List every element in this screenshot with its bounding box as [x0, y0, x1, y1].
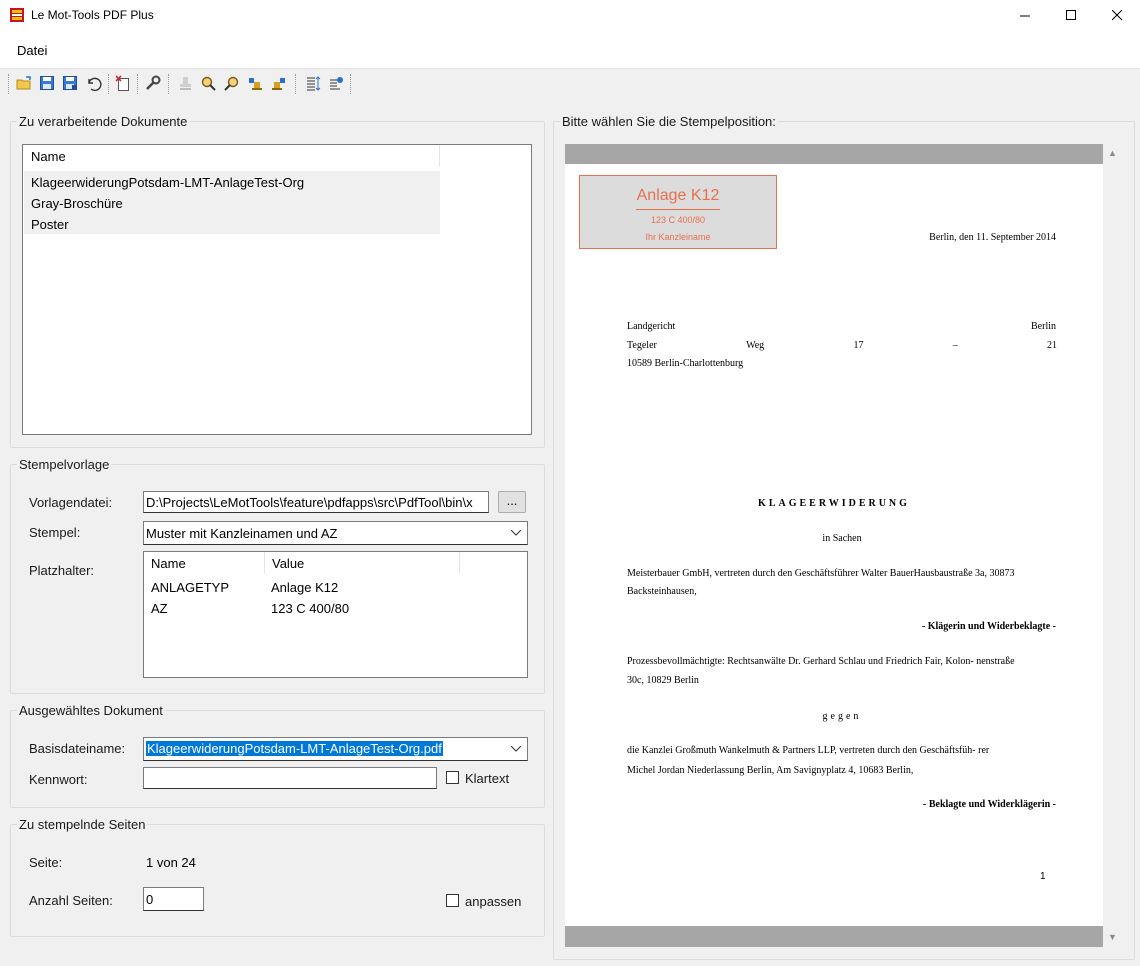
placeholder-column-value[interactable]: Value — [265, 552, 460, 574]
cleartext-label[interactable]: Klartext — [465, 771, 510, 786]
list-item[interactable]: Poster — [24, 213, 440, 234]
stamp-down-icon[interactable] — [270, 75, 287, 92]
doc-heading: KLAGEERWIDERUNG — [758, 498, 910, 509]
pages-legend: Zu stempelnde Seiten — [19, 817, 146, 832]
doc-city: 10589 Berlin-Charlottenburg — [627, 358, 744, 369]
doc-street-word: Weg — [746, 340, 765, 351]
selected-legend: Ausgewähltes Dokument — [19, 703, 163, 718]
stamp-divider — [636, 209, 720, 210]
page-value: 1 von 24 — [146, 855, 196, 870]
toolbar-separator — [108, 74, 110, 94]
documents-column-name[interactable]: Name — [24, 145, 440, 167]
close-icon — [1112, 10, 1123, 21]
chevron-down-icon — [511, 530, 521, 536]
doc-role1: - Klägerin und Widerbeklagte - — [921, 621, 1056, 632]
stamp-up-icon[interactable] — [247, 75, 264, 92]
stamp-select[interactable] — [143, 521, 528, 545]
save-icon[interactable] — [39, 75, 56, 92]
placeholder-table[interactable] — [143, 551, 528, 678]
stamp-label: Stempel: — [29, 525, 81, 540]
doc-para3-line2: Michel Jordan Niederlassung Berlin, Am Savignyplatz 4, 10683 Berlin, — [627, 765, 914, 776]
toolbar — [0, 69, 1140, 99]
page-count-field[interactable]: 0 — [143, 887, 204, 911]
doc-role2: - Beklagte und Widerklägerin - — [923, 799, 1056, 810]
app-logo-icon — [10, 8, 24, 22]
stamp-disabled-icon[interactable] — [177, 75, 194, 92]
table-cell-value[interactable]: Anlage K12 — [271, 580, 339, 595]
browse-button[interactable]: ... — [498, 491, 526, 513]
preview-scrollbar[interactable] — [1104, 146, 1121, 946]
page-lines-icon[interactable] — [305, 75, 322, 92]
toolbar-separator — [350, 74, 352, 94]
save-as-icon[interactable] — [62, 75, 79, 92]
preview-legend: Bitte wählen Sie die Stempelposition: — [562, 114, 776, 129]
doc-para1-line2: Backsteinhausen, — [627, 586, 697, 597]
table-cell-name[interactable]: AZ — [151, 601, 168, 616]
fit-checkbox[interactable] — [446, 894, 459, 907]
scroll-up-icon[interactable]: ▲ — [1108, 148, 1117, 158]
maximize-button[interactable] — [1048, 0, 1094, 31]
doc-street-word: 17 — [853, 340, 864, 351]
doc-street-word: Tegeler — [627, 340, 657, 351]
page-label: Seite: — [29, 855, 63, 870]
documents-list[interactable] — [22, 144, 532, 435]
window-title: Le Mot-Tools PDF Plus — [31, 8, 154, 22]
doc-page-number: 1 — [1040, 871, 1046, 882]
close-button[interactable] — [1094, 0, 1140, 31]
doc-in-sachen: in Sachen — [822, 533, 862, 544]
doc-street-word: 21 — [1046, 340, 1057, 351]
table-cell-name[interactable]: ANLAGETYP — [151, 580, 230, 595]
doc-street-word: – — [952, 340, 958, 351]
template-file-label: Vorlagendatei: — [29, 495, 113, 510]
doc-para2-line2: 30c, 10829 Berlin — [627, 675, 699, 686]
pages-group — [10, 824, 545, 937]
base-filename-value: KlageerwiderungPotsdam-LMT-AnlageTest-Org.pdf — [147, 741, 442, 756]
toolbar-separator — [137, 74, 139, 94]
minimize-icon — [1020, 10, 1031, 21]
doc-para2-line1: Prozessbevollmächtigte: Rechtsanwälte Dr. Gerhard Schlau und Friedrich Fair, Kolon- nenstraße — [627, 656, 1015, 667]
table-cell-value[interactable]: 123 C 400/80 — [271, 601, 350, 616]
doc-para1-line1: Meisterbauer GmbH, vertreten durch den Geschäftsführer Walter BauerHausbaustraße 3a, 30873 — [627, 568, 1015, 579]
doc-gegen: gegen — [822, 711, 862, 722]
page-count-label: Anzahl Seiten: — [29, 893, 113, 908]
password-field[interactable] — [143, 767, 437, 789]
fit-label[interactable]: anpassen — [465, 894, 522, 909]
scroll-down-icon[interactable]: ▼ — [1108, 932, 1117, 942]
doc-street — [627, 340, 1057, 351]
template-legend: Stempelvorlage — [19, 457, 110, 472]
password-label: Kennwort: — [29, 772, 88, 787]
doc-date: Berlin, den 11. September 2014 — [929, 232, 1056, 243]
stamp-title: Anlage K12 — [636, 187, 720, 204]
page-settings-icon[interactable] — [328, 75, 345, 92]
placeholder-label: Platzhalter: — [29, 563, 95, 578]
chevron-down-icon — [511, 746, 521, 752]
open-folder-icon[interactable] — [16, 75, 33, 92]
undo-icon[interactable] — [85, 75, 102, 92]
stamp-preview[interactable] — [579, 175, 777, 249]
menu-bar — [0, 31, 1140, 69]
maximize-icon — [1066, 10, 1077, 21]
preview-pane[interactable] — [565, 144, 1103, 947]
doc-para3-line1: die Kanzlei Großmuth Wankelmuth & Partners LLP, vertreten durch den Geschäftsfüh- rer — [627, 745, 990, 756]
list-item[interactable]: KlageerwiderungPotsdam-LMT-AnlageTest-Org — [24, 171, 440, 192]
placeholder-column-name[interactable]: Name — [144, 552, 265, 574]
list-item[interactable]: Gray-Broschüre — [24, 192, 440, 213]
toolbar-separator — [168, 74, 170, 94]
template-file-field[interactable]: D:\Projects\LeMotTools\feature\pdfapps\src\PdfTool\bin\x — [143, 491, 489, 513]
stamp-az: 123 C 400/80 — [650, 215, 706, 225]
stamp-select-value: Muster mit Kanzleinamen und AZ — [146, 526, 338, 541]
new-document-icon[interactable] — [115, 75, 132, 92]
search-zoom-icon[interactable] — [200, 75, 217, 92]
base-filename-label: Basisdateiname: — [29, 741, 126, 756]
doc-court-city: Berlin — [1031, 321, 1056, 332]
toolbar-grip — [8, 74, 10, 94]
doc-court: Landgericht — [627, 321, 676, 332]
wrench-icon[interactable] — [144, 75, 161, 92]
menu-datei[interactable]: Datei — [17, 43, 48, 58]
find-icon[interactable] — [224, 75, 241, 92]
stamp-firm: Ihr Kanzleiname — [645, 232, 711, 242]
toolbar-separator — [295, 74, 297, 94]
documents-legend: Zu verarbeitende Dokumente — [19, 114, 188, 129]
pdf-page[interactable] — [565, 164, 1103, 926]
cleartext-checkbox[interactable] — [446, 771, 459, 784]
base-filename-combo[interactable] — [143, 737, 528, 761]
title-bar[interactable] — [0, 0, 1140, 31]
minimize-button[interactable] — [1002, 0, 1048, 31]
